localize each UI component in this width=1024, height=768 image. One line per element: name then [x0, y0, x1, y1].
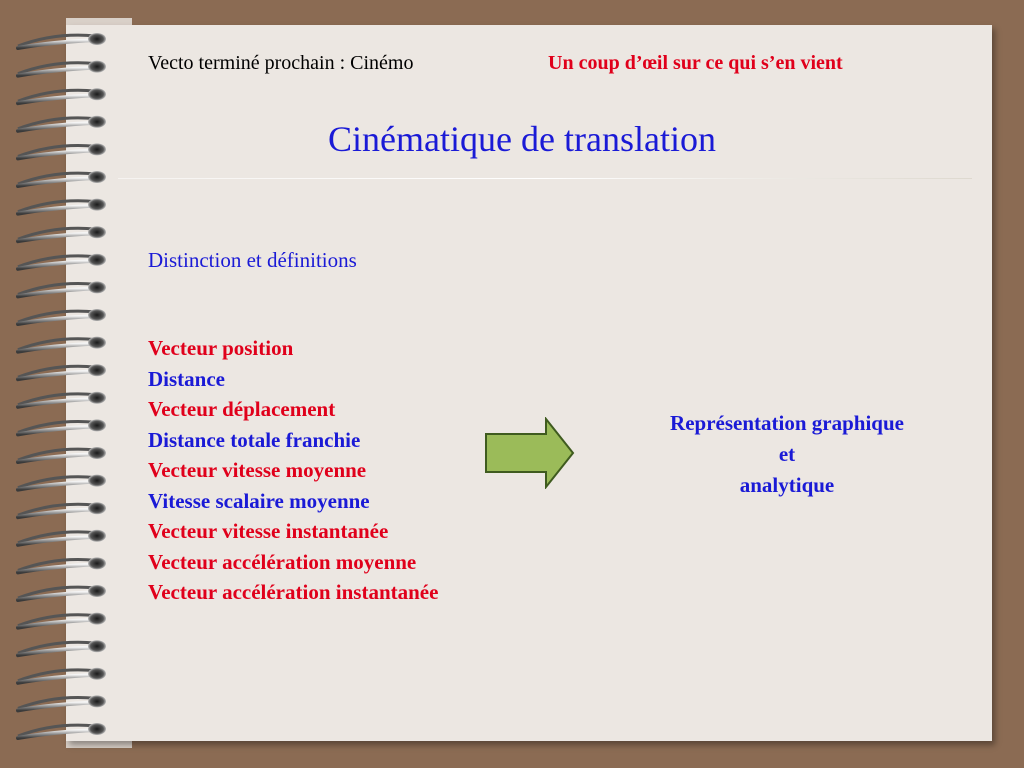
spiral-coil [18, 502, 106, 517]
spiral-coil [18, 695, 106, 710]
result-line: Représentation graphique [670, 411, 904, 435]
right-arrow-icon [484, 417, 576, 489]
concept-item: Vitesse scalaire moyenne [148, 488, 370, 513]
spiral-coil [18, 254, 106, 269]
result-line: analytique [739, 473, 835, 497]
spiral-coil [18, 475, 106, 490]
spiral-coil [18, 585, 106, 600]
concept-item: Vecteur vitesse instantanée [148, 519, 389, 543]
result-block [630, 408, 944, 501]
spiral-coil [18, 199, 106, 214]
concept-item: Vecteur vitesse moyenne [148, 458, 367, 482]
spiral-coil [18, 530, 106, 545]
spiral-coil [18, 392, 106, 407]
spiral-coil [18, 281, 106, 296]
header-left-text: Vecto terminé prochain : Cinémo [148, 52, 414, 74]
spiral-coil [18, 364, 106, 379]
spiral-coil [18, 226, 106, 241]
spiral-coil [18, 33, 106, 48]
concept-item: Vecteur déplacement [148, 397, 336, 421]
spiral-coil [18, 419, 106, 434]
header-right-text: Un coup d’œil sur ce qui s’en vient [548, 52, 843, 74]
slide-title: Cinématique de translation [328, 119, 716, 159]
spiral-coil [18, 61, 106, 76]
spiral-coil [18, 613, 106, 628]
title-divider [118, 178, 972, 179]
spiral-coil [18, 557, 106, 572]
spiral-coil [18, 668, 106, 683]
concept-item: Vecteur position [148, 336, 294, 360]
concept-item: Vecteur accélération moyenne [148, 549, 417, 574]
spiral-coil [18, 723, 106, 738]
spiral-binding [0, 0, 130, 768]
subtitle: Distinction et définitions [148, 248, 357, 272]
concept-list [148, 333, 438, 608]
spiral-coil [18, 447, 106, 462]
arrow-shape [486, 419, 573, 487]
spiral-coil [18, 640, 106, 655]
concept-item: Distance [148, 366, 225, 391]
result-line: et [778, 442, 796, 466]
spiral-coil [18, 171, 106, 186]
spiral-coil [18, 337, 106, 352]
spiral-coil [18, 88, 106, 103]
concept-item: Distance totale franchie [148, 427, 361, 452]
spiral-coil [18, 309, 106, 324]
concept-item: Vecteur accélération instantanée [148, 580, 439, 604]
